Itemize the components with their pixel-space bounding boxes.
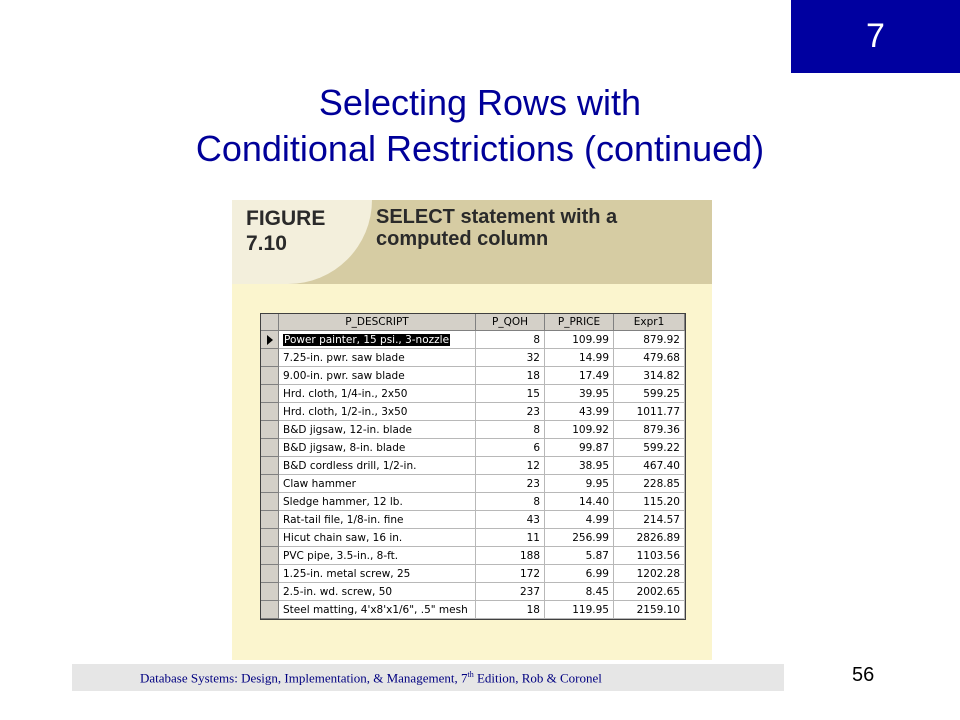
table-row[interactable] <box>261 367 685 385</box>
cell-expr1[interactable]: 879.36 <box>614 421 685 439</box>
cell-expr1[interactable]: 599.25 <box>614 385 685 403</box>
row-selector[interactable] <box>261 331 279 349</box>
cell-p-qoh[interactable]: 12 <box>476 457 545 475</box>
cell-p-descript[interactable]: B&D cordless drill, 1/2-in. <box>279 457 476 475</box>
cell-p-qoh[interactable]: 11 <box>476 529 545 547</box>
cell-p-descript[interactable]: Hrd. cloth, 1/4-in., 2x50 <box>279 385 476 403</box>
table-row[interactable] <box>261 493 685 511</box>
cell-p-qoh[interactable]: 172 <box>476 565 545 583</box>
cell-p-descript[interactable]: 2.5-in. wd. screw, 50 <box>279 583 476 601</box>
cell-p-price[interactable]: 9.95 <box>545 475 614 493</box>
row-selector[interactable] <box>261 403 279 421</box>
row-selector[interactable] <box>261 439 279 457</box>
cell-p-price[interactable]: 109.92 <box>545 421 614 439</box>
cell-expr1[interactable]: 479.68 <box>614 349 685 367</box>
cell-p-descript[interactable]: 1.25-in. metal screw, 25 <box>279 565 476 583</box>
table-row[interactable] <box>261 601 685 619</box>
row-selector[interactable] <box>261 529 279 547</box>
slide-title-line1: Selecting Rows with <box>318 82 642 123</box>
cell-expr1[interactable]: 228.85 <box>614 475 685 493</box>
table-row[interactable] <box>261 457 685 475</box>
cell-expr1[interactable]: 2159.10 <box>614 601 685 619</box>
row-selector[interactable] <box>261 421 279 439</box>
cell-p-descript[interactable]: 7.25-in. pwr. saw blade <box>279 349 476 367</box>
cell-expr1[interactable]: 1011.77 <box>614 403 685 421</box>
selected-cell-text: Power painter, 15 psi., 3-nozzle <box>284 333 450 346</box>
row-selector[interactable] <box>261 385 279 403</box>
cell-expr1[interactable]: 467.40 <box>614 457 685 475</box>
header-row <box>261 314 685 331</box>
cell-p-descript[interactable]: 9.00-in. pwr. saw blade <box>279 367 476 385</box>
cell-p-qoh[interactable]: 23 <box>476 475 545 493</box>
column-header-expr1[interactable]: Expr1 <box>614 314 685 331</box>
table-row[interactable] <box>261 475 685 493</box>
footer-text-end: Edition, Rob & Coronel <box>473 670 602 686</box>
cell-p-qoh[interactable]: 43 <box>476 511 545 529</box>
table-body <box>261 331 685 619</box>
cell-p-price[interactable]: 14.40 <box>545 493 614 511</box>
row-selector[interactable] <box>261 349 279 367</box>
row-selector[interactable] <box>261 601 279 619</box>
cell-p-descript[interactable]: Hrd. cloth, 1/2-in., 3x50 <box>279 403 476 421</box>
cell-expr1[interactable]: 2002.65 <box>614 583 685 601</box>
cell-p-qoh[interactable]: 8 <box>476 421 545 439</box>
cell-p-price[interactable]: 43.99 <box>545 403 614 421</box>
figure-label: FIGURE 7.10 <box>246 207 326 255</box>
cell-expr1[interactable]: 1103.56 <box>614 547 685 565</box>
cell-p-price[interactable]: 6.99 <box>545 565 614 583</box>
cell-expr1[interactable]: 115.20 <box>614 493 685 511</box>
column-header-p-descript[interactable]: P_DESCRIPT <box>279 314 476 331</box>
cell-p-descript[interactable]: Sledge hammer, 12 lb. <box>279 493 476 511</box>
cell-p-price[interactable]: 17.49 <box>545 367 614 385</box>
table-row[interactable] <box>261 565 685 583</box>
footer-text-main: Database Systems: Design, Implementation, & Management, 7 <box>140 670 468 686</box>
table-row[interactable] <box>261 331 685 349</box>
slide-title-line2: Conditional Restrictions (continued) <box>195 128 765 169</box>
cell-expr1[interactable]: 1202.28 <box>614 565 685 583</box>
cell-p-descript[interactable]: B&D jigsaw, 12-in. blade <box>279 421 476 439</box>
cell-p-price[interactable]: 8.45 <box>545 583 614 601</box>
table-row[interactable] <box>261 421 685 439</box>
figure-tab <box>232 200 372 284</box>
cell-p-price[interactable]: 4.99 <box>545 511 614 529</box>
cell-expr1[interactable]: 599.22 <box>614 439 685 457</box>
cell-expr1[interactable]: 879.92 <box>614 331 685 349</box>
row-selector[interactable] <box>261 547 279 565</box>
cell-p-price[interactable]: 39.95 <box>545 385 614 403</box>
cell-p-price[interactable]: 14.99 <box>545 349 614 367</box>
table-row[interactable] <box>261 547 685 565</box>
cell-p-qoh[interactable]: 15 <box>476 385 545 403</box>
figure-panel <box>232 200 712 660</box>
table-row[interactable] <box>261 385 685 403</box>
cell-p-descript[interactable]: B&D jigsaw, 8-in. blade <box>279 439 476 457</box>
cell-p-qoh[interactable]: 237 <box>476 583 545 601</box>
table-row[interactable] <box>261 349 685 367</box>
cell-p-descript[interactable] <box>279 331 476 349</box>
cell-p-descript[interactable]: Hicut chain saw, 16 in. <box>279 529 476 547</box>
cell-p-descript[interactable]: Rat-tail file, 1/8-in. fine <box>279 511 476 529</box>
row-selector[interactable] <box>261 475 279 493</box>
cell-p-qoh[interactable]: 32 <box>476 349 545 367</box>
cell-p-qoh[interactable]: 6 <box>476 439 545 457</box>
cell-p-descript[interactable]: Claw hammer <box>279 475 476 493</box>
corner-cell[interactable] <box>261 314 279 331</box>
chapter-number: 7 <box>866 17 885 55</box>
cell-expr1[interactable]: 2826.89 <box>614 529 685 547</box>
table-row[interactable] <box>261 439 685 457</box>
figure-caption: SELECT statement with a computed column <box>376 206 618 250</box>
footer-citation <box>140 670 602 686</box>
column-header-p-price[interactable]: P_PRICE <box>545 314 614 331</box>
slide-title <box>40 80 920 172</box>
footer-superscript: th <box>467 670 474 679</box>
cell-p-price[interactable]: 38.95 <box>545 457 614 475</box>
chapter-number-box <box>791 0 960 73</box>
cell-p-price[interactable]: 119.95 <box>545 601 614 619</box>
table-row[interactable] <box>261 403 685 421</box>
row-selector[interactable] <box>261 583 279 601</box>
query-result-grid <box>260 313 686 620</box>
cell-p-qoh[interactable]: 18 <box>476 601 545 619</box>
table-row[interactable] <box>261 511 685 529</box>
cell-p-qoh[interactable]: 23 <box>476 403 545 421</box>
row-selector[interactable] <box>261 565 279 583</box>
result-table <box>261 314 685 619</box>
table-row[interactable] <box>261 529 685 547</box>
cell-p-price[interactable]: 256.99 <box>545 529 614 547</box>
cell-p-price[interactable]: 109.99 <box>545 331 614 349</box>
cell-p-price[interactable]: 5.87 <box>545 547 614 565</box>
row-selector[interactable] <box>261 367 279 385</box>
cell-p-qoh[interactable]: 188 <box>476 547 545 565</box>
row-selector[interactable] <box>261 457 279 475</box>
cell-p-descript[interactable]: Steel matting, 4'x8'x1/6", .5" mesh <box>279 601 476 619</box>
cell-p-qoh[interactable]: 8 <box>476 493 545 511</box>
column-header-p-qoh[interactable]: P_QOH <box>476 314 545 331</box>
table-row[interactable] <box>261 583 685 601</box>
row-selector[interactable] <box>261 511 279 529</box>
cell-p-qoh[interactable]: 8 <box>476 331 545 349</box>
cell-p-qoh[interactable]: 18 <box>476 367 545 385</box>
cell-p-descript[interactable]: PVC pipe, 3.5-in., 8-ft. <box>279 547 476 565</box>
current-row-arrow-icon <box>267 335 273 345</box>
row-selector[interactable] <box>261 493 279 511</box>
page-number: 56 <box>852 664 875 686</box>
cell-p-price[interactable]: 99.87 <box>545 439 614 457</box>
cell-expr1[interactable]: 314.82 <box>614 367 685 385</box>
figure-header <box>232 200 712 284</box>
cell-expr1[interactable]: 214.57 <box>614 511 685 529</box>
